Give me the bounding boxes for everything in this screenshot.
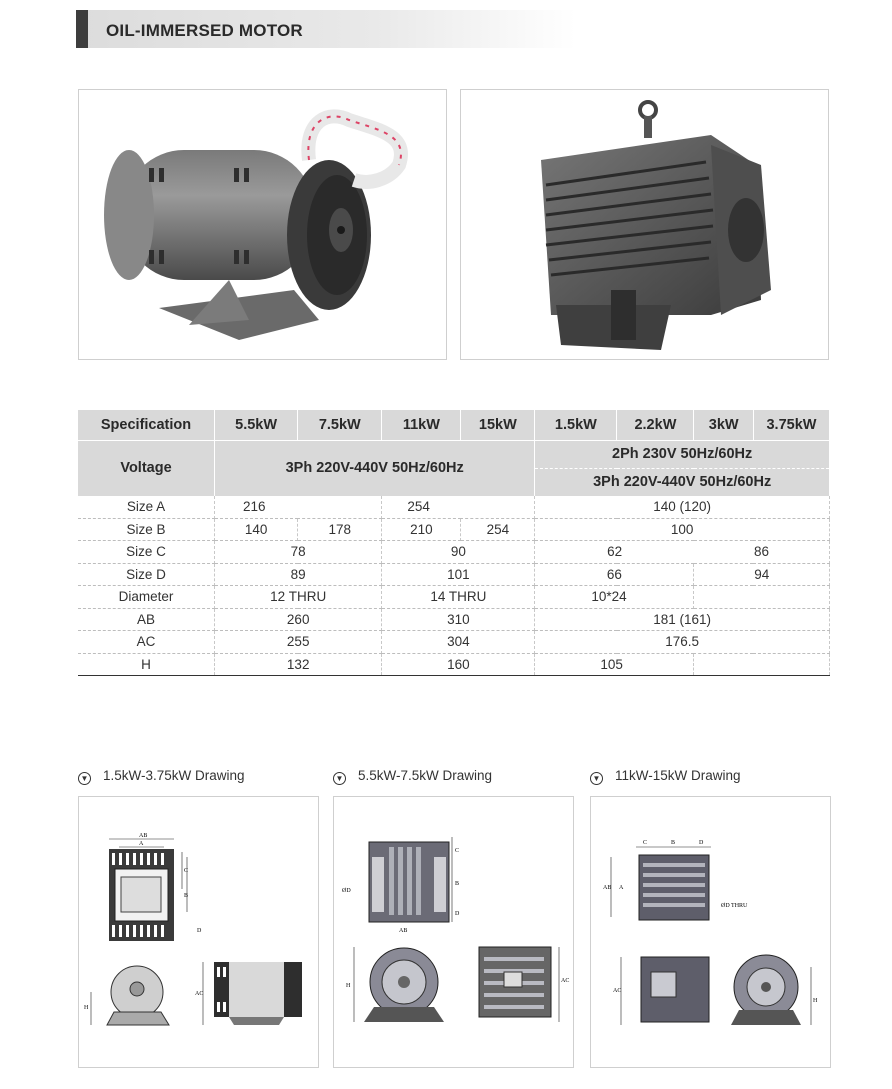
spec-label: Specification <box>78 410 215 440</box>
page-title: OIL-IMMERSED MOTOR <box>106 21 303 40</box>
row-label: Size C <box>78 541 215 564</box>
drawing-box-2 <box>333 796 574 1068</box>
title-accent-bar <box>76 10 88 48</box>
cell: 90 <box>382 541 535 564</box>
table-row <box>78 518 830 541</box>
dim-label-h: H <box>84 1005 89 1011</box>
motor-photo-small <box>78 89 447 360</box>
cell: 10*24 <box>535 586 694 609</box>
cell-empty <box>694 586 830 609</box>
table-row <box>78 653 830 676</box>
dim-label-phi-d: ØD <box>342 888 351 894</box>
voltage-2ph: 2Ph 230V 50Hz/60Hz <box>535 440 830 468</box>
cell: 66 <box>535 563 694 586</box>
drawing-label-3 <box>590 768 741 785</box>
dim-label-ab: AB <box>603 885 612 891</box>
dim-label-ac: AC <box>613 988 622 994</box>
table-row <box>78 541 830 564</box>
drawing-label-1 <box>78 768 245 785</box>
cell: 178 <box>298 518 382 541</box>
dim-label-ac: AC <box>561 978 570 984</box>
dim-label-b: B <box>455 881 460 887</box>
cell: 140 <box>215 518 298 541</box>
dim-label-d: D <box>699 840 704 846</box>
cell: 304 <box>382 631 535 654</box>
cell: 62 <box>535 541 694 564</box>
power-5-5kw: 5.5kW <box>215 410 298 440</box>
dim-label-h: H <box>346 983 351 989</box>
cell: 310 <box>382 608 535 631</box>
cell: 86 <box>694 541 830 564</box>
table-row <box>78 608 830 631</box>
cell: 254 <box>461 518 535 541</box>
specification-table <box>78 410 830 676</box>
voltage-3ph: 3Ph 220V-440V 50Hz/60Hz <box>215 440 535 496</box>
table-row <box>78 496 830 519</box>
drawing-label-text: 5.5kW-7.5kW Drawing <box>358 768 493 783</box>
cell: 100 <box>535 518 830 541</box>
power-2-2kw: 2.2kW <box>617 410 694 440</box>
dim-label-ab: AB <box>139 833 148 839</box>
dim-label-ab: AB <box>399 928 408 934</box>
chevron-down-icon: ▼ <box>590 772 603 785</box>
row-label: Size B <box>78 518 215 541</box>
cell: 14 THRU <box>382 586 535 609</box>
drawing-box-1 <box>78 796 319 1068</box>
dim-label-b: B <box>671 840 676 846</box>
voltage-label: Voltage <box>78 440 215 496</box>
dim-label-d: D <box>197 928 202 934</box>
table-header-row <box>78 410 830 440</box>
cell: 12 THRU <box>215 586 382 609</box>
cell: 210 <box>382 518 461 541</box>
power-7-5kw: 7.5kW <box>298 410 382 440</box>
table-row <box>78 586 830 609</box>
voltage-3ph-small: 3Ph 220V-440V 50Hz/60Hz <box>535 468 830 496</box>
dim-label-c: C <box>643 840 648 846</box>
row-label: Size A <box>78 496 215 519</box>
dim-label-a: A <box>139 841 144 847</box>
cell: 89 <box>215 563 382 586</box>
cell: 140 (120) <box>535 496 830 519</box>
cell: 101 <box>382 563 535 586</box>
cell: 94 <box>694 563 830 586</box>
dim-label-h: H <box>813 998 818 1004</box>
dim-label-a: A <box>619 885 624 891</box>
dim-label-b: B <box>184 893 189 899</box>
dim-label-c: C <box>455 848 460 854</box>
cell: 181 (161) <box>535 608 830 631</box>
cell: 78 <box>215 541 382 564</box>
cell: 216 <box>215 496 382 519</box>
cell: 254 <box>382 496 535 519</box>
cell: 105 <box>535 653 694 676</box>
drawing-label-text: 11kW-15kW Drawing <box>615 768 741 783</box>
chevron-down-icon: ▼ <box>78 772 91 785</box>
dim-label-phi-d-thru: ØD THRU <box>721 903 748 909</box>
cell: 176.5 <box>535 631 830 654</box>
row-label: Diameter <box>78 586 215 609</box>
cell-empty <box>694 653 830 676</box>
dim-label-c: C <box>184 868 189 874</box>
cell: 132 <box>215 653 382 676</box>
drawing-label-text: 1.5kW-3.75kW Drawing <box>103 768 245 783</box>
row-label: AC <box>78 631 215 654</box>
motor-photo-large <box>460 89 829 360</box>
dim-label-d: D <box>455 911 460 917</box>
row-label: H <box>78 653 215 676</box>
power-3-75kw: 3.75kW <box>753 410 829 440</box>
cell: 260 <box>215 608 382 631</box>
cell: 160 <box>382 653 535 676</box>
cell: 255 <box>215 631 382 654</box>
row-label: Size D <box>78 563 215 586</box>
chevron-down-icon: ▼ <box>333 772 346 785</box>
power-1-5kw: 1.5kW <box>535 410 617 440</box>
drawing-box-3 <box>590 796 831 1068</box>
power-15kw: 15kW <box>461 410 535 440</box>
row-label: AB <box>78 608 215 631</box>
voltage-row <box>78 440 830 468</box>
drawing-label-2 <box>333 768 492 785</box>
dim-label-ac: AC <box>195 991 204 997</box>
power-3kw: 3kW <box>694 410 754 440</box>
table-row <box>78 563 830 586</box>
table-row <box>78 631 830 654</box>
power-11kw: 11kW <box>382 410 461 440</box>
